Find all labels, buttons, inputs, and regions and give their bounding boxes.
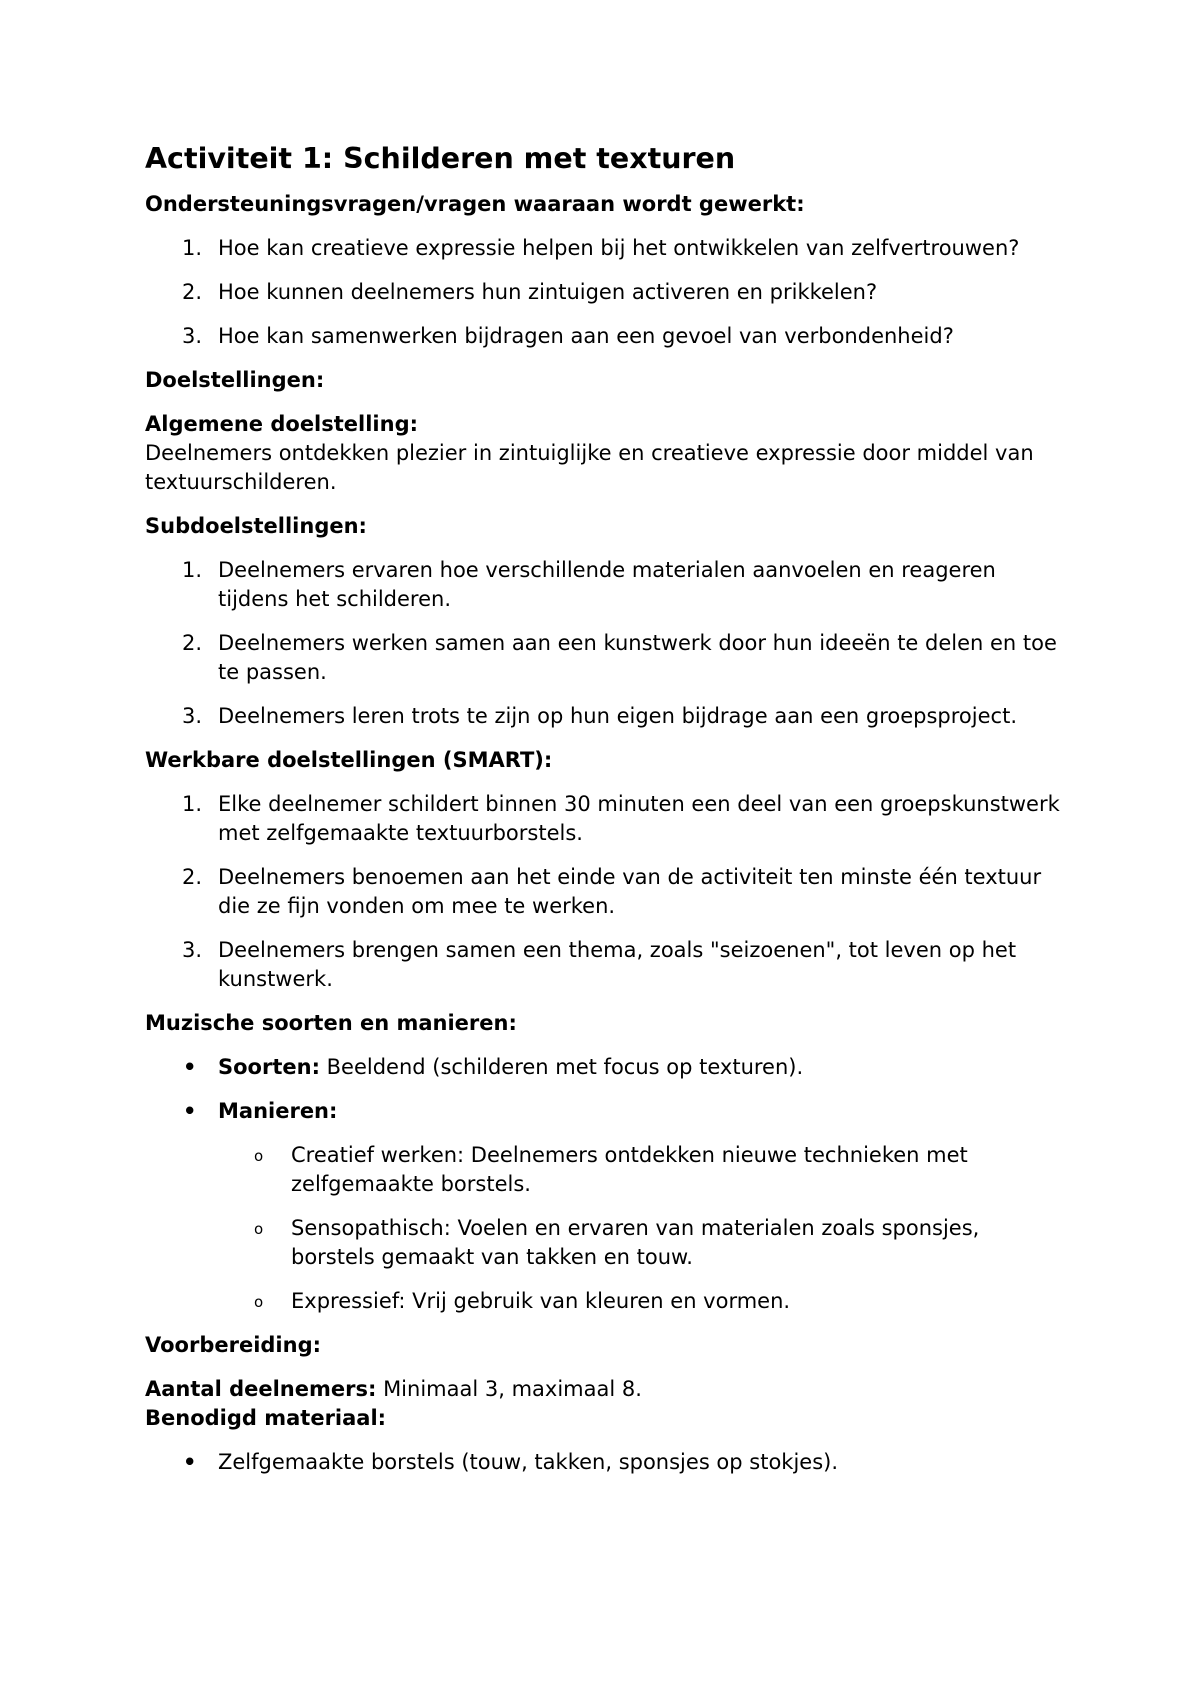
sub-goals-list <box>145 556 1065 731</box>
list-item-text: Deelnemers brengen samen een thema, zoals "seizoenen", tot leven op het kunstwerk. <box>218 938 1017 991</box>
list-item <box>145 556 1065 614</box>
list-item-text: Deelnemers benoemen aan het einde van de activiteit ten minste één textuur die ze fijn vonden om mee te werken. <box>218 865 1042 918</box>
bullet-icon: • <box>183 1099 197 1123</box>
sub-list-item <box>218 1141 1065 1199</box>
bullet-icon: • <box>183 1450 197 1474</box>
smart-goals-heading: Werkbare doelstellingen (SMART): <box>145 748 553 772</box>
support-questions-list <box>145 234 1065 351</box>
list-item <box>145 1053 1065 1082</box>
list-item <box>145 936 1065 994</box>
manieren-list <box>218 1141 1065 1316</box>
list-item <box>145 702 1065 731</box>
participants-label: Aantal deelnemers: <box>145 1377 377 1401</box>
list-item <box>145 1097 1065 1316</box>
page-title: Activiteit 1: Schilderen met texturen <box>145 142 736 175</box>
list-number: 3. <box>182 938 203 962</box>
list-number: 2. <box>182 865 203 889</box>
list-number: 1. <box>182 236 203 260</box>
muzische-list <box>145 1053 1065 1316</box>
sub-list-item-text: Expressief: Vrij gebruik van kleuren en vormen. <box>291 1289 791 1313</box>
bullet-icon: • <box>183 1055 197 1079</box>
participants-text: Minimaal 3, maximaal 8. <box>376 1377 642 1401</box>
list-item-text: Elke deelnemer schildert binnen 30 minuten een deel van een groepskunstwerk met zelfgemaakte textuurborstels. <box>218 792 1060 845</box>
list-item-text: Zelfgemaakte borstels (touw, takken, sponsjes op stokjes). <box>218 1450 839 1474</box>
soorten-text: Beeldend (schilderen met focus op texturen). <box>319 1055 804 1079</box>
list-number: 2. <box>182 631 203 655</box>
list-item <box>145 1448 1065 1477</box>
muzische-heading: Muzische soorten en manieren: <box>145 1011 517 1035</box>
list-item <box>145 790 1065 848</box>
smart-goals-list <box>145 790 1065 994</box>
list-item <box>145 863 1065 921</box>
participants-line <box>145 1375 1065 1404</box>
materials-list <box>145 1448 1065 1477</box>
list-number: 3. <box>182 704 203 728</box>
sub-goals-heading: Subdoelstellingen: <box>145 514 367 538</box>
list-item-text: Deelnemers ervaren hoe verschillende materialen aanvoelen en reageren tijdens het schilderen. <box>218 558 996 611</box>
list-item-text: Hoe kan samenwerken bijdragen aan een gevoel van verbondenheid? <box>218 324 954 348</box>
list-number: 1. <box>182 792 203 816</box>
list-number: 1. <box>182 558 203 582</box>
list-item <box>145 322 1065 351</box>
preparation-heading: Voorbereiding: <box>145 1333 321 1357</box>
materials-heading: Benodigd materiaal: <box>145 1406 387 1430</box>
list-item-text: Deelnemers werken samen aan een kunstwerk door hun ideeën te delen en toe te passen. <box>218 631 1057 684</box>
list-item <box>145 278 1065 307</box>
support-questions-heading: Ondersteuningsvragen/vragen waaraan wordt gewerkt: <box>145 192 805 216</box>
manieren-label: Manieren: <box>218 1099 338 1123</box>
general-goal-text: Deelnemers ontdekken plezier in zintuiglijke en creatieve expressie door middel van textuurschilderen. <box>145 441 1034 494</box>
sub-list-item-text: Creatief werken: Deelnemers ontdekken nieuwe technieken met zelfgemaakte borstels. <box>291 1143 968 1196</box>
circle-bullet-icon: o <box>254 1147 264 1165</box>
soorten-label: Soorten: <box>218 1055 320 1079</box>
list-number: 2. <box>182 280 203 304</box>
sub-list-item <box>218 1287 1065 1316</box>
document-content <box>145 140 1065 1492</box>
sub-list-item-text: Sensopathisch: Voelen en ervaren van materialen zoals sponsjes, borstels gemaakt van takken en touw. <box>291 1216 980 1269</box>
list-number: 3. <box>182 324 203 348</box>
circle-bullet-icon: o <box>254 1220 264 1238</box>
list-item-text: Deelnemers leren trots te zijn op hun eigen bijdrage aan een groepsproject. <box>218 704 1017 728</box>
list-item <box>145 629 1065 687</box>
general-goal-heading: Algemene doelstelling: <box>145 412 419 436</box>
sub-list-item <box>218 1214 1065 1272</box>
list-item-text: Hoe kunnen deelnemers hun zintuigen activeren en prikkelen? <box>218 280 878 304</box>
list-item <box>145 234 1065 263</box>
list-item-text: Hoe kan creatieve expressie helpen bij het ontwikkelen van zelfvertrouwen? <box>218 236 1020 260</box>
goals-heading: Doelstellingen: <box>145 368 325 392</box>
circle-bullet-icon: o <box>254 1293 264 1311</box>
